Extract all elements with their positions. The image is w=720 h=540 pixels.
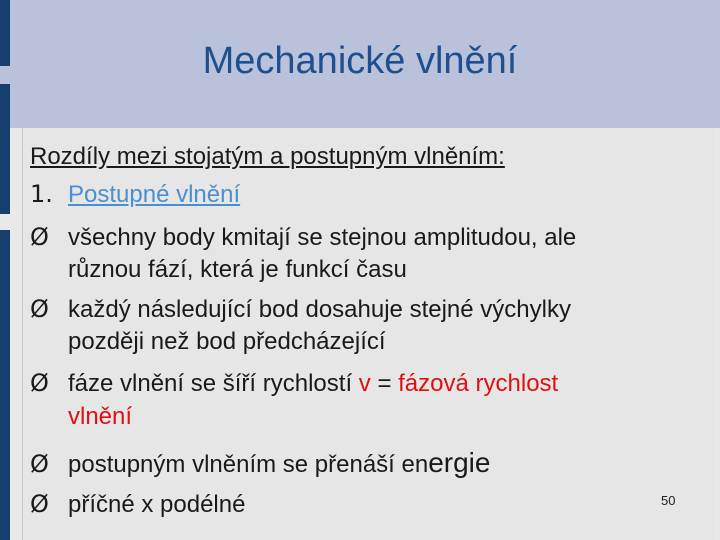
slide-title: Mechanické vlnění: [202, 40, 518, 82]
bullet-5-text: příčné x podélné: [68, 491, 246, 518]
bullet-3-prefix: fáze vlnění se šíří rychlostí: [68, 370, 359, 397]
bullet-1-line1: všechny body kmitají se stejnou amplitudou, ale: [68, 224, 577, 251]
bullet-1-line2: různou fází, která je funkcí času: [68, 256, 407, 283]
bullet-4-text: postupným vlněním se přenáší en: [68, 451, 429, 478]
accent-bar-middle: [0, 84, 10, 214]
bullet-2: [30, 295, 571, 324]
bullet-5: [30, 490, 245, 519]
arrow-bullet-icon: Ø: [30, 490, 49, 518]
numbered-item-label: Postupné vlnění: [68, 181, 241, 208]
velocity-symbol: v: [358, 370, 371, 397]
page-number: 50: [661, 493, 676, 508]
arrow-bullet-icon: Ø: [30, 295, 49, 323]
numbered-item: [30, 180, 240, 209]
bullet-4-text-big: ergie: [428, 447, 491, 478]
bullet-3: [30, 369, 558, 398]
equals-sign: =: [370, 370, 399, 397]
bullet-2-line1: každý následující bod dosahuje stejné výchylky: [68, 296, 571, 323]
section-heading: Rozdíly mezi stojatým a postupným vlněním:: [30, 143, 505, 170]
arrow-bullet-icon: Ø: [30, 223, 49, 251]
bullet-3-line2: vlnění: [68, 403, 133, 430]
bullet-4: [30, 449, 490, 479]
bullet-1: [30, 223, 576, 252]
arrow-bullet-icon: Ø: [30, 450, 49, 478]
arrow-bullet-icon: Ø: [30, 369, 49, 397]
bullet-2-line2: později než bod předcházející: [68, 328, 386, 355]
phase-velocity-term: fázová rychlost: [398, 370, 559, 397]
accent-bar-bottom: [0, 230, 10, 540]
item-number: 1.: [30, 180, 53, 208]
